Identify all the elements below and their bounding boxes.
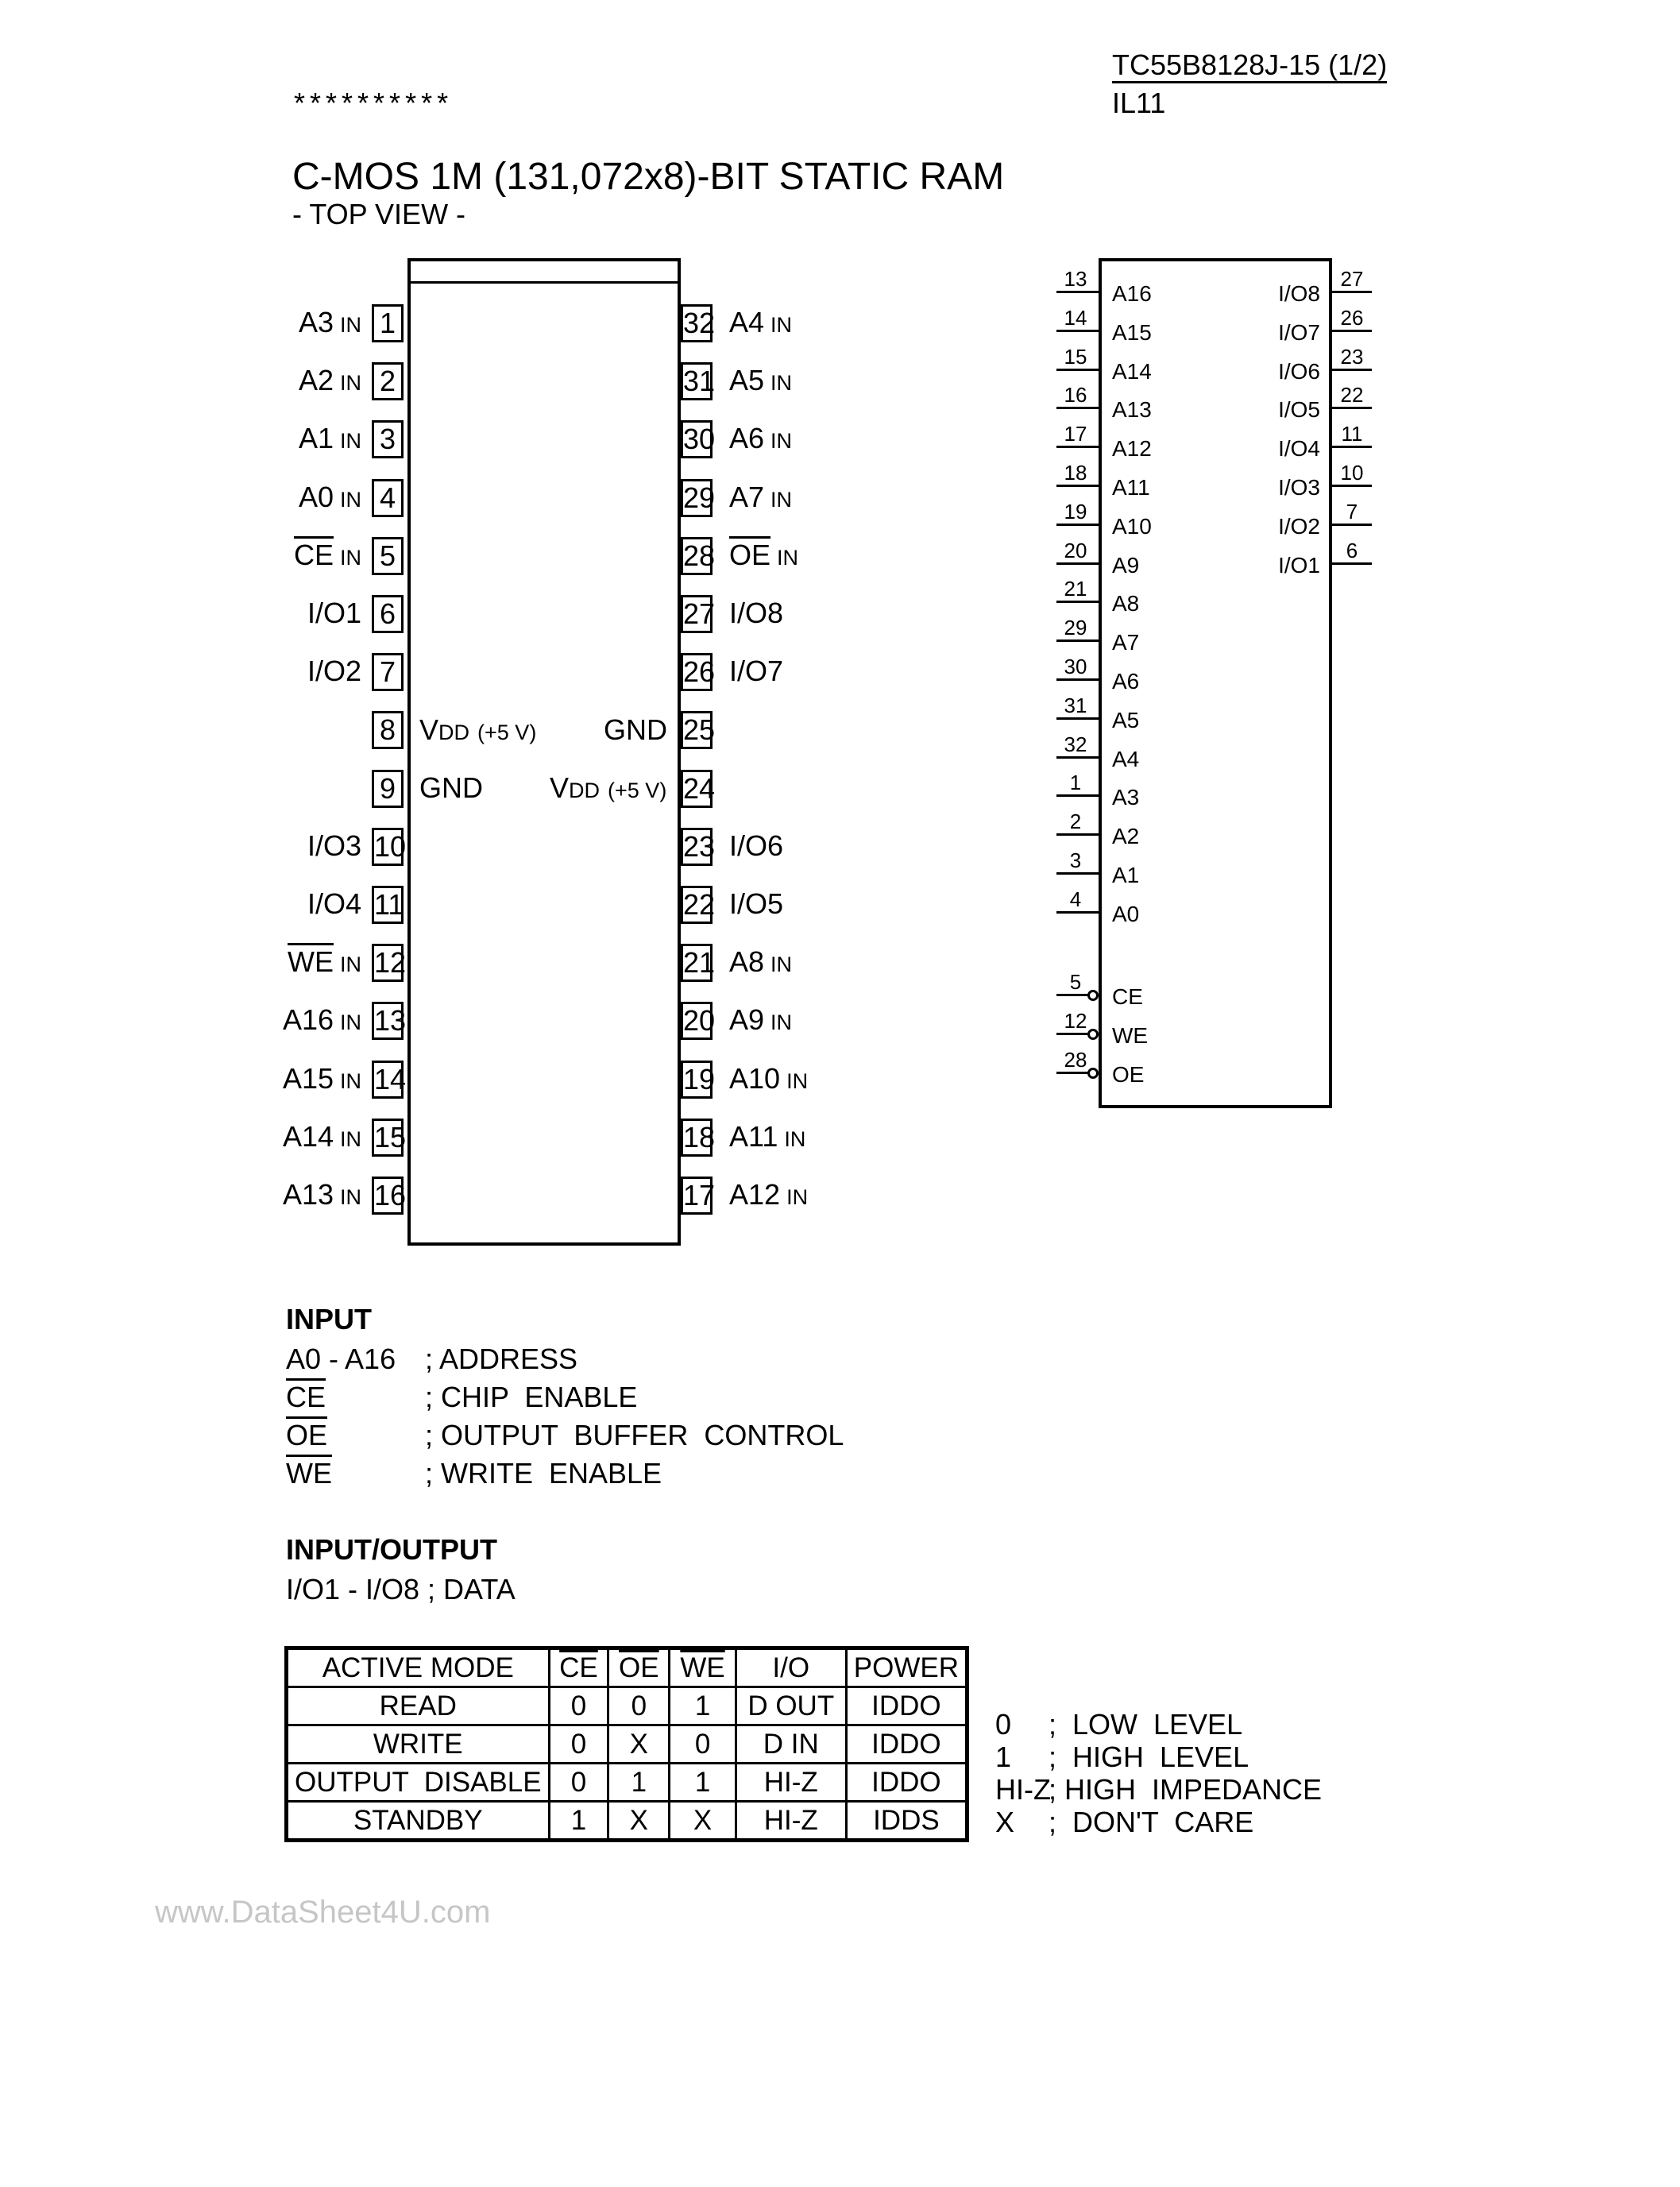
- pin-number-box: 14: [372, 1061, 404, 1099]
- pin-label: [283, 1120, 361, 1156]
- logic-pin-number: 10: [1340, 461, 1364, 485]
- pin-number-box: 31: [681, 362, 713, 400]
- table-cell: 0: [608, 1687, 670, 1725]
- header-active-mode: ACTIVE MODE: [287, 1648, 550, 1687]
- input-signal: $\overline{OE}$: [286, 1419, 328, 1451]
- table-cell: 1: [608, 1764, 670, 1802]
- header-ce: $\overline{CE}$: [549, 1648, 608, 1687]
- pin-signal: A14: [282, 1120, 334, 1153]
- table-cell: READ: [287, 1687, 550, 1725]
- pin-number-box: 21: [681, 944, 713, 982]
- pin-label: [283, 1003, 361, 1039]
- input-description: ; WRITE ENABLE: [425, 1457, 662, 1490]
- logic-pin-number: 7: [1346, 500, 1358, 524]
- pin-line: [1056, 911, 1099, 914]
- pin-line: [1056, 601, 1099, 603]
- pin-direction: IN: [340, 1127, 361, 1151]
- logic-pin-label: A13: [1112, 397, 1152, 422]
- input-heading: INPUT: [286, 1303, 372, 1335]
- pin-label: [294, 539, 361, 574]
- pin-line: [1056, 562, 1099, 565]
- pin-signal: I/O6: [729, 829, 784, 862]
- chip-body: [407, 258, 681, 1246]
- pin-signal: A2: [298, 364, 334, 396]
- logic-pin-number: 29: [1064, 616, 1087, 639]
- pin-line: [1056, 794, 1099, 797]
- pin-direction: IN: [340, 429, 361, 453]
- pin-number-box: 15: [372, 1119, 404, 1157]
- header-oe: $\overline{OE}$: [608, 1648, 670, 1687]
- pin-signal: A10: [729, 1062, 781, 1095]
- pin-direction: IN: [340, 1069, 361, 1093]
- io-heading: INPUT/OUTPUT: [286, 1533, 497, 1566]
- pin-line: [1056, 407, 1099, 409]
- header-power: POWER: [846, 1648, 967, 1687]
- watermark: www.DataSheet4U.com: [155, 1895, 491, 1930]
- pin-number-box: 25: [681, 711, 713, 749]
- logic-pin-number: 17: [1064, 422, 1087, 446]
- logic-pin-number: 3: [1069, 848, 1082, 872]
- logic-pin-label: A7: [1112, 630, 1140, 655]
- pin-number-box: 18: [681, 1119, 713, 1157]
- table-cell: IDDO: [846, 1725, 967, 1764]
- pin-line: [1056, 330, 1099, 332]
- pin-label: [729, 422, 792, 458]
- logic-pin-label: A1: [1112, 863, 1140, 887]
- logic-pin-label: I/O6: [1278, 359, 1320, 384]
- table-cell: 0: [670, 1725, 736, 1764]
- logic-pin-label: I/O5: [1278, 397, 1320, 422]
- pin-label: [307, 829, 361, 863]
- pin-direction: IN: [340, 488, 361, 512]
- table-cell: IDDS: [846, 1802, 967, 1841]
- pin-signal: A16: [282, 1003, 334, 1036]
- table-cell: IDDO: [846, 1687, 967, 1725]
- pin-direction: IN: [340, 371, 361, 395]
- logic-pin-label: A2: [1112, 824, 1140, 848]
- logic-pin-number: 13: [1064, 267, 1087, 291]
- pin-signal: A4: [729, 306, 765, 338]
- pin-label: [299, 481, 361, 516]
- logic-pin-number: 30: [1064, 655, 1087, 678]
- pin-label: [283, 1178, 361, 1214]
- pin-label: [729, 364, 792, 400]
- pin25-gnd-label: GND: [604, 713, 667, 746]
- logic-pin-label: I/O4: [1278, 436, 1320, 461]
- logic-pin-label: CE: [1112, 984, 1143, 1009]
- pin-direction: IN: [786, 1069, 809, 1093]
- logic-pin-label: WE: [1112, 1023, 1149, 1048]
- pin-direction: IN: [770, 429, 793, 453]
- table-cell: X: [608, 1802, 670, 1841]
- logic-pin-number: 12: [1064, 1009, 1087, 1033]
- logic-pin-label: A16: [1112, 281, 1152, 306]
- logic-pin-label: A3: [1112, 785, 1140, 809]
- pin-line: [1056, 1072, 1088, 1074]
- pin-number-box: 10: [372, 828, 404, 866]
- pin-direction: IN: [770, 952, 793, 976]
- pin-label: [729, 597, 783, 630]
- logic-pin-label: A10: [1112, 514, 1152, 539]
- legend-description: ; HIGH LEVEL: [1049, 1741, 1249, 1773]
- logic-pin-number: 15: [1064, 345, 1087, 369]
- logic-pin-number: 21: [1064, 577, 1087, 601]
- table-cell: IDDO: [846, 1764, 967, 1802]
- logic-pin-label: A9: [1112, 553, 1140, 578]
- pin-direction: IN: [786, 1185, 809, 1209]
- pin-number-box: 8: [372, 711, 404, 749]
- pin-direction: IN: [777, 546, 799, 570]
- pin-line: [1056, 872, 1099, 875]
- pin-direction: IN: [340, 313, 361, 337]
- pin-number-box: 24: [681, 770, 713, 808]
- pin-number-box: 28: [681, 537, 713, 575]
- legend-key: 1: [995, 1741, 1012, 1773]
- logic-pin-number: 5: [1069, 970, 1082, 994]
- pin-signal: I/O3: [307, 829, 361, 862]
- pin-signal: $\overline{OE}$: [729, 539, 771, 571]
- pin-signal: I/O4: [307, 887, 361, 920]
- logic-pin-label: A15: [1112, 320, 1152, 345]
- table-cell: 1: [549, 1802, 608, 1841]
- pin-label: [729, 655, 783, 688]
- table-row: [287, 1687, 967, 1725]
- table-cell: 1: [670, 1764, 736, 1802]
- chip-top-band: [407, 281, 681, 284]
- pin-label: [729, 539, 798, 574]
- header-io: I/O: [736, 1648, 846, 1687]
- pin-label: [299, 306, 361, 342]
- pin-signal: I/O2: [307, 655, 361, 687]
- part-number: TC55B8128J-15 (1/2): [1112, 49, 1387, 83]
- pin-line: [1332, 524, 1372, 526]
- pin-direction: IN: [770, 1010, 793, 1034]
- logic-pin-number: 22: [1340, 383, 1364, 407]
- logic-pin-label: A4: [1112, 747, 1140, 771]
- pin-number-box: 11: [372, 886, 404, 924]
- legend-key: X: [995, 1806, 1015, 1838]
- input-signal: A0 - A16: [286, 1343, 396, 1375]
- pin-number-box: 29: [681, 479, 713, 517]
- pin-direction: IN: [784, 1127, 806, 1151]
- pin-number-box: 6: [372, 595, 404, 633]
- pin-signal: I/O5: [729, 887, 784, 920]
- pin-label: [729, 945, 792, 981]
- pin-label: [729, 1120, 805, 1156]
- table-row: [287, 1764, 967, 1802]
- logic-pin-number: 16: [1064, 383, 1087, 407]
- pin-number-box: 20: [681, 1002, 713, 1040]
- pin-direction: IN: [770, 313, 793, 337]
- table-cell: 0: [549, 1764, 608, 1802]
- table-row: [287, 1802, 967, 1841]
- pin-signal: I/O1: [307, 597, 361, 629]
- pin-number-box: 1: [372, 304, 404, 342]
- pin-number-box: 19: [681, 1061, 713, 1099]
- pin-label: [307, 655, 361, 688]
- pin-line: [1332, 407, 1372, 409]
- table-cell: OUTPUT DISABLE: [287, 1764, 550, 1802]
- legend-key: 0: [995, 1708, 1012, 1741]
- pin-number-box: 12: [372, 944, 404, 982]
- pin-line: [1332, 291, 1372, 293]
- pin-label: [299, 364, 361, 400]
- active-mode-table: [284, 1646, 969, 1842]
- logic-pin-number: 11: [1341, 422, 1363, 446]
- table-cell: WRITE: [287, 1725, 550, 1764]
- table-cell: 1: [670, 1687, 736, 1725]
- logic-pin-number: 23: [1340, 345, 1364, 369]
- pin-signal: A11: [729, 1120, 778, 1153]
- pin-number-box: 2: [372, 362, 404, 400]
- pin-number-box: 30: [681, 420, 713, 458]
- input-signal: $\overline{CE}$: [286, 1381, 326, 1413]
- table-cell: STANDBY: [287, 1802, 550, 1841]
- logic-pin-label: I/O2: [1278, 514, 1320, 539]
- pin-signal: $\overline{CE}$: [293, 539, 334, 571]
- logic-pin-label: A0: [1112, 902, 1140, 926]
- pin-line: [1056, 369, 1099, 371]
- pin-signal: A0: [298, 481, 334, 513]
- legend-key: HI-Z: [995, 1773, 1051, 1806]
- pin-number-box: 22: [681, 886, 713, 924]
- table-cell: 0: [549, 1725, 608, 1764]
- pin-signal: A9: [729, 1003, 765, 1036]
- logic-pin-number: 18: [1064, 461, 1087, 485]
- logic-pin-label: A11: [1112, 475, 1150, 500]
- pin-line: [1056, 756, 1099, 759]
- pin-direction: IN: [770, 488, 793, 512]
- logic-pin-number: 14: [1064, 306, 1087, 330]
- pin-label: [299, 422, 361, 458]
- pin-number-box: 7: [372, 653, 404, 691]
- pin-line: [1056, 485, 1099, 487]
- header-stars: **********: [294, 87, 454, 119]
- pin-line: [1332, 369, 1372, 371]
- logic-pin-number: 28: [1064, 1048, 1087, 1072]
- table-cell: 0: [549, 1687, 608, 1725]
- pin-signal: A5: [729, 364, 765, 396]
- pin-number-box: 13: [372, 1002, 404, 1040]
- pin-number-box: 9: [372, 770, 404, 808]
- input-description: ; CHIP ENABLE: [425, 1381, 638, 1413]
- pin-line: [1056, 639, 1099, 642]
- pin-line: [1056, 994, 1088, 996]
- pin-signal: $\overline{WE}$: [288, 945, 334, 978]
- pin-signal: A6: [729, 422, 765, 454]
- logic-pin-number: 27: [1340, 267, 1364, 291]
- page-title: C-MOS 1M (131,072x8)-BIT STATIC RAM: [292, 156, 1005, 198]
- view-subtitle: - TOP VIEW -: [292, 198, 466, 230]
- pin9-gnd-label: GND: [419, 771, 483, 804]
- pin-direction: IN: [340, 1185, 361, 1209]
- logic-pin-label: A5: [1112, 708, 1140, 732]
- table-cell: X: [608, 1725, 670, 1764]
- pin-line: [1056, 524, 1099, 526]
- pin-signal: A15: [282, 1062, 334, 1095]
- input-description: ; OUTPUT BUFFER CONTROL: [425, 1419, 844, 1451]
- pin-line: [1056, 446, 1099, 448]
- pin-label: [307, 887, 361, 921]
- logic-pin-number: 20: [1064, 539, 1087, 562]
- header-we: $\overline{WE}$: [670, 1648, 736, 1687]
- logic-pin-number: 26: [1340, 306, 1364, 330]
- pin-label: [729, 1003, 792, 1039]
- pin-label: [729, 829, 783, 863]
- pin-line: [1332, 485, 1372, 487]
- logic-pin-number: 19: [1064, 500, 1087, 524]
- pin-number-box: 32: [681, 304, 713, 342]
- logic-pin-number: 1: [1069, 771, 1082, 794]
- pin-signal: A1: [298, 422, 334, 454]
- pin-label: [729, 1062, 808, 1098]
- pin-line: [1056, 833, 1099, 836]
- pin-signal: A13: [282, 1178, 334, 1211]
- logic-pin-number: 31: [1064, 694, 1087, 717]
- input-description: ; ADDRESS: [425, 1343, 578, 1375]
- pin-number-box: 5: [372, 537, 404, 575]
- pin-number-box: 27: [681, 595, 713, 633]
- pin-label: [729, 1178, 808, 1214]
- pin-direction: IN: [340, 546, 361, 570]
- pin-line: [1332, 446, 1372, 448]
- logic-pin-label: I/O7: [1278, 320, 1320, 345]
- pin-signal: A8: [729, 945, 765, 978]
- legend-description: ; HIGH IMPEDANCE: [1049, 1773, 1323, 1806]
- pin-number-box: 4: [372, 479, 404, 517]
- pin-label: [729, 306, 792, 342]
- pin8-vdd-label: VDD (+5 V): [419, 713, 537, 746]
- table-cell: D OUT: [736, 1687, 846, 1725]
- pin-signal: I/O7: [729, 655, 784, 687]
- legend-description: ; LOW LEVEL: [1049, 1708, 1243, 1741]
- legend-description: ; DON'T CARE: [1049, 1806, 1254, 1838]
- pin-number-box: 3: [372, 420, 404, 458]
- logic-pin-label: A8: [1112, 591, 1140, 616]
- pin-signal: I/O8: [729, 597, 784, 629]
- table-cell: D IN: [736, 1725, 846, 1764]
- table-cell: HI-Z: [736, 1802, 846, 1841]
- pin-number-box: 17: [681, 1177, 713, 1215]
- logic-pin-number: 2: [1069, 809, 1082, 833]
- logic-pin-label: I/O3: [1278, 475, 1320, 500]
- pin-label: [729, 887, 783, 921]
- pin-signal: A3: [298, 306, 334, 338]
- document-code: IL11: [1112, 87, 1166, 119]
- pin-direction: IN: [340, 952, 361, 976]
- pin-line: [1056, 291, 1099, 293]
- logic-pin-number: 32: [1064, 732, 1087, 756]
- logic-pin-label: A14: [1112, 359, 1152, 384]
- pin-line: [1056, 1033, 1088, 1035]
- pin-number-box: 23: [681, 828, 713, 866]
- logic-pin-number: 4: [1069, 887, 1082, 911]
- io-description: I/O1 - I/O8 ; DATA: [286, 1573, 516, 1605]
- table-header-row: [287, 1648, 967, 1687]
- pin-line: [1332, 562, 1372, 565]
- logic-pin-label: I/O8: [1278, 281, 1320, 306]
- pin-line: [1056, 717, 1099, 720]
- pin-number-box: 26: [681, 653, 713, 691]
- logic-pin-label: I/O1: [1278, 553, 1320, 578]
- table-row: [287, 1725, 967, 1764]
- pin-label: [729, 481, 792, 516]
- table-cell: HI-Z: [736, 1764, 846, 1802]
- table-cell: X: [670, 1802, 736, 1841]
- pin-label: [307, 597, 361, 630]
- logic-pin-label: A6: [1112, 669, 1140, 694]
- pin-signal: A12: [729, 1178, 781, 1211]
- pin-number-box: 16: [372, 1177, 404, 1215]
- pin-label: [288, 945, 361, 981]
- pin-line: [1332, 330, 1372, 332]
- pin-label: [283, 1062, 361, 1098]
- logic-pin-label: OE: [1112, 1062, 1145, 1087]
- input-signal: $\overline{WE}$: [286, 1457, 332, 1490]
- pin-direction: IN: [770, 371, 793, 395]
- logic-pin-number: 6: [1346, 539, 1358, 562]
- pin24-vdd-label: VDD (+5 V): [550, 771, 667, 804]
- pin-line: [1056, 678, 1099, 681]
- pin-direction: IN: [340, 1010, 361, 1034]
- pin-signal: A7: [729, 481, 765, 513]
- logic-pin-label: A12: [1112, 436, 1152, 461]
